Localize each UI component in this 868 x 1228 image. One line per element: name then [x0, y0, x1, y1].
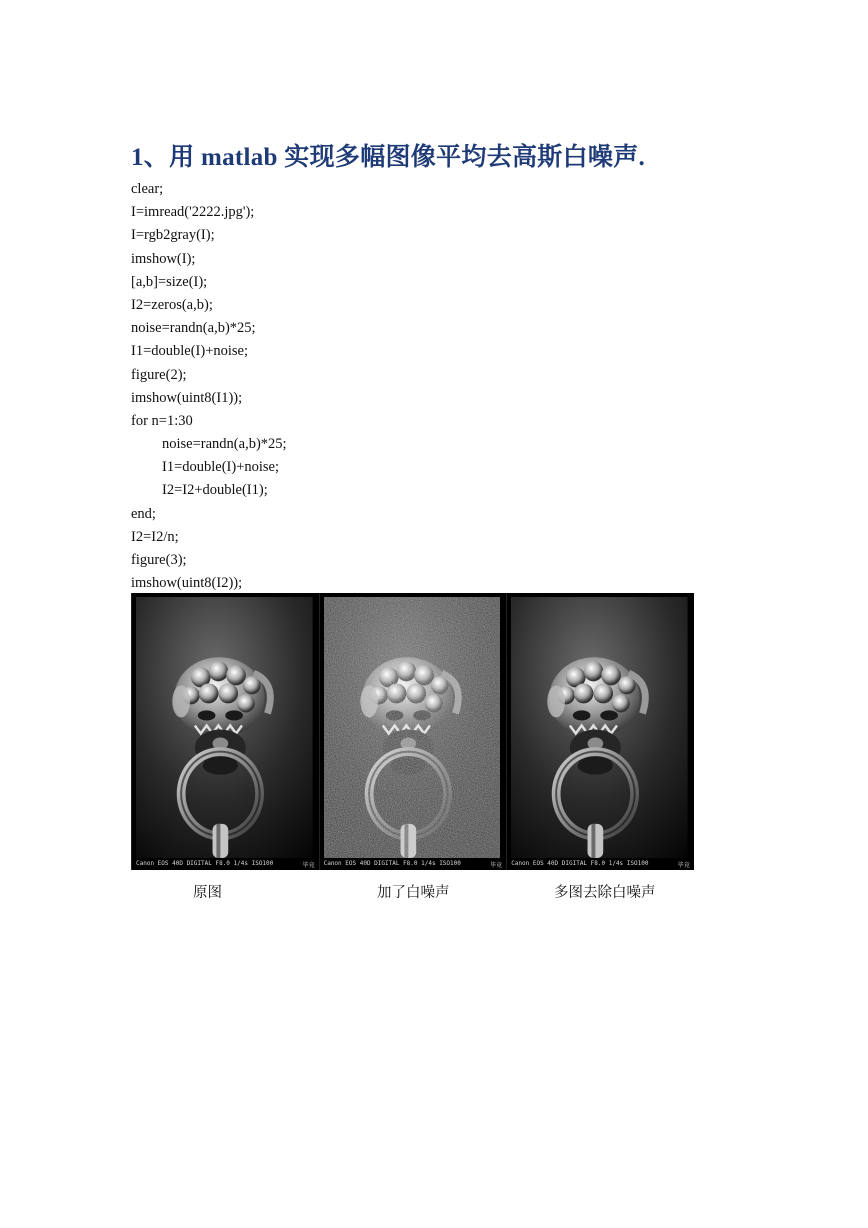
code-line: I1=double(I)+noise;	[131, 343, 249, 360]
code-line: figure(3);	[131, 552, 187, 568]
figure-captions	[131, 881, 694, 905]
code-line: I2=zeros(a,b);	[131, 296, 213, 313]
code-line: end;	[131, 505, 156, 522]
page-heading: 1、用 matlab 实现多幅图像平均去高斯白噪声.	[131, 144, 646, 171]
code-line: noise=randn(a,b)*25;	[131, 320, 256, 337]
code-line: I=imread('2222.jpg');	[131, 204, 255, 221]
code-line: I2=I2+double(I1);	[162, 482, 268, 499]
code-line: figure(2);	[131, 366, 187, 383]
figure-caption: 原图	[193, 885, 222, 901]
image-frame	[136, 597, 313, 858]
figure-image	[319, 593, 507, 870]
figure-image	[131, 593, 319, 870]
camera-stamp-left: Canon EOS 40D DIGITAL F8.0 1/4s ISO100	[323, 860, 461, 867]
camera-stamp	[324, 860, 503, 869]
figure-caption: 加了白噪声	[377, 885, 450, 901]
code-line: imshow(uint8(I2));	[131, 575, 243, 592]
code-line: clear;	[131, 181, 164, 197]
camera-stamp-right: 毕竟	[490, 862, 503, 869]
code-block	[131, 178, 287, 595]
code-line: for n=1:30	[131, 412, 193, 429]
figure-image	[506, 593, 694, 870]
image-frame	[324, 597, 501, 858]
lion-knocker-photo	[511, 597, 688, 858]
figure-row	[131, 593, 694, 870]
camera-stamp	[511, 860, 690, 869]
camera-stamp	[136, 860, 315, 869]
code-line: imshow(I);	[131, 250, 196, 267]
camera-stamp-right: 毕竟	[677, 862, 690, 869]
code-line: I=rgb2gray(I);	[131, 227, 215, 244]
code-line: I2=I2/n;	[131, 528, 179, 545]
code-line: I1=double(I)+noise;	[162, 459, 280, 476]
code-line: imshow(uint8(I1));	[131, 389, 243, 406]
figure-caption: 多图去除白噪声	[554, 885, 656, 901]
camera-stamp-right: 毕竟	[302, 862, 315, 869]
code-line: noise=randn(a,b)*25;	[162, 436, 287, 453]
lion-knocker-photo	[136, 597, 313, 858]
camera-stamp-left: Canon EOS 40D DIGITAL F8.0 1/4s ISO100	[136, 860, 274, 867]
lion-knocker-photo	[324, 597, 501, 858]
image-frame	[511, 597, 688, 858]
code-line: [a,b]=size(I);	[131, 273, 208, 290]
camera-stamp-left: Canon EOS 40D DIGITAL F8.0 1/4s ISO100	[511, 860, 649, 867]
